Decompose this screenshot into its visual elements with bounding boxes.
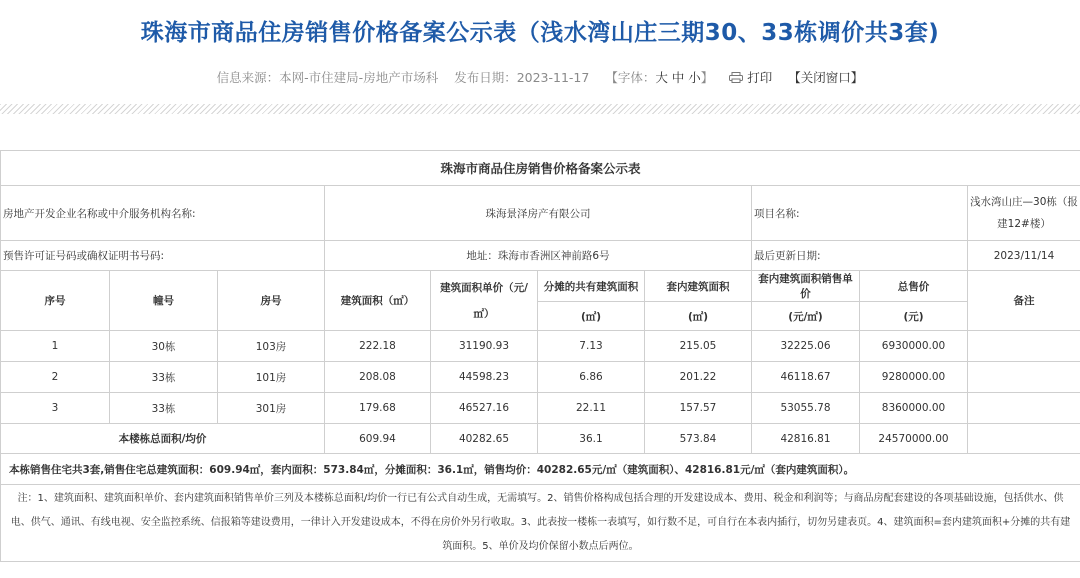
cell-area: 208.08 [325, 362, 431, 393]
cell-remark [968, 362, 1080, 393]
cell-area-price: 46527.16 [431, 393, 538, 424]
header-area-price: 建筑面积单价（元/㎡） [431, 271, 538, 331]
developer-label: 房地产开发企业名称或中介服务机构名称: [1, 186, 325, 241]
totals-row [1, 424, 1080, 454]
sales-summary: 本栋销售住宅共3套,销售住宅总建筑面积：609.94㎡，套内面积：573.84㎡，分摊面积：36.1㎡，销售均价：40282.65元/㎡（建筑面积）、42816.81元/㎡（套内建筑面积）。 [1, 454, 1080, 485]
cell-remark [968, 331, 1080, 362]
cell-inner: 157.57 [645, 393, 752, 424]
cell-total: 9280000.00 [860, 362, 968, 393]
cell-room: 101房 [218, 362, 325, 393]
cell-building: 30栋 [110, 331, 218, 362]
cell-shared: 7.13 [538, 331, 645, 362]
header-building: 幢号 [110, 271, 218, 331]
totals-label: 本楼栋总面积/均价 [1, 424, 325, 454]
print-button[interactable] [729, 70, 772, 85]
cell-shared: 22.11 [538, 393, 645, 424]
permit-label: 预售许可证号码或确权证明书号码: [1, 241, 325, 271]
cell-seq: 3 [1, 393, 110, 424]
cell-inner: 201.22 [645, 362, 752, 393]
cell-total: 8360000.00 [860, 393, 968, 424]
font-size-options[interactable]: 大 中 小 [655, 70, 701, 85]
project-label: 项目名称: [752, 186, 968, 241]
header-inner: 套内建筑面积 [645, 271, 752, 302]
printer-icon [729, 72, 743, 83]
totals-inner: 573.84 [645, 424, 752, 454]
source-text: 信息来源：本网-市住建局-房地产市场科 [216, 70, 439, 85]
header-shared-unit: (㎡) [538, 302, 645, 331]
header-inner-unit: (㎡) [645, 302, 752, 331]
font-label-close: 】 [700, 70, 714, 85]
header-area: 建筑面积（㎡） [325, 271, 431, 331]
table-notes: 注：1、建筑面积、建筑面积单价、套内建筑面积销售单价三列及本楼栋总面积/均价一行已有公式自动生成，无需填写。2、销售价格构成包括合理的开发建设成本、费用、税金和利润等；与商品房配套建设的各项基础设施，包括供水、供电、供气、通讯、有线电视、安全监控系统、信报箱等建设费用，一律计入开发建设成本，不得在房价外另行收取。3、此表按一楼栋一表填写，如行数不足，可自行在本表内插行，切勿另建表页。4、建筑面积=套内建筑面积+分摊的共有建筑面积。5、单价及均价保留小数点后两位。 [1, 485, 1080, 562]
cell-inner-price: 32225.06 [752, 331, 860, 362]
header-inner-price: 套内建筑面积销售单价 [752, 271, 860, 302]
cell-inner-price: 53055.78 [752, 393, 860, 424]
header-total: 总售价 [860, 271, 968, 302]
update-label: 最后更新日期: [752, 241, 968, 271]
cell-inner-price: 46118.67 [752, 362, 860, 393]
cell-remark [968, 393, 1080, 424]
print-label: 打印 [747, 70, 773, 85]
totals-total: 24570000.00 [860, 424, 968, 454]
totals-area: 609.94 [325, 424, 431, 454]
header-remark: 备注 [968, 271, 1080, 331]
article-meta [0, 68, 1080, 86]
developer-value: 珠海景泽房产有限公司 [325, 186, 752, 241]
cell-seq: 1 [1, 331, 110, 362]
table-row [1, 393, 1080, 424]
header-seq: 序号 [1, 271, 110, 331]
font-size-control [605, 70, 713, 85]
project-value: 浅水湾山庄—30栋（报建12#楼） [968, 186, 1080, 241]
address: 地址：珠海市香洲区神前路6号 [325, 241, 752, 271]
cell-room: 301房 [218, 393, 325, 424]
totals-shared: 36.1 [538, 424, 645, 454]
header-inner-price-unit: (元/㎡) [752, 302, 860, 331]
cell-area-price: 31190.93 [431, 331, 538, 362]
cell-inner: 215.05 [645, 331, 752, 362]
cell-total: 6930000.00 [860, 331, 968, 362]
totals-inner-price: 42816.81 [752, 424, 860, 454]
page-title: 珠海市商品住房销售价格备案公示表（浅水湾山庄三期30、33栋调价共3套) [140, 20, 940, 46]
header-room: 房号 [218, 271, 325, 331]
price-table [0, 150, 1080, 562]
cell-area: 179.68 [325, 393, 431, 424]
table-row [1, 331, 1080, 362]
totals-remark [968, 424, 1080, 454]
cell-seq: 2 [1, 362, 110, 393]
totals-area-price: 40282.65 [431, 424, 538, 454]
cell-building: 33栋 [110, 393, 218, 424]
cell-shared: 6.86 [538, 362, 645, 393]
header-total-unit: (元) [860, 302, 968, 331]
cell-area: 222.18 [325, 331, 431, 362]
table-caption: 珠海市商品住房销售价格备案公示表 [1, 151, 1080, 186]
font-label: 【字体： [605, 70, 656, 85]
header-shared: 分摊的共有建筑面积 [538, 271, 645, 302]
close-window-button[interactable]: 【关闭窗口】 [788, 70, 864, 85]
table-row [1, 362, 1080, 393]
divider [0, 104, 1080, 114]
cell-room: 103房 [218, 331, 325, 362]
publish-date: 发布日期：2023-11-17 [454, 70, 590, 85]
cell-building: 33栋 [110, 362, 218, 393]
update-date: 2023/11/14 [968, 241, 1080, 271]
cell-area-price: 44598.23 [431, 362, 538, 393]
